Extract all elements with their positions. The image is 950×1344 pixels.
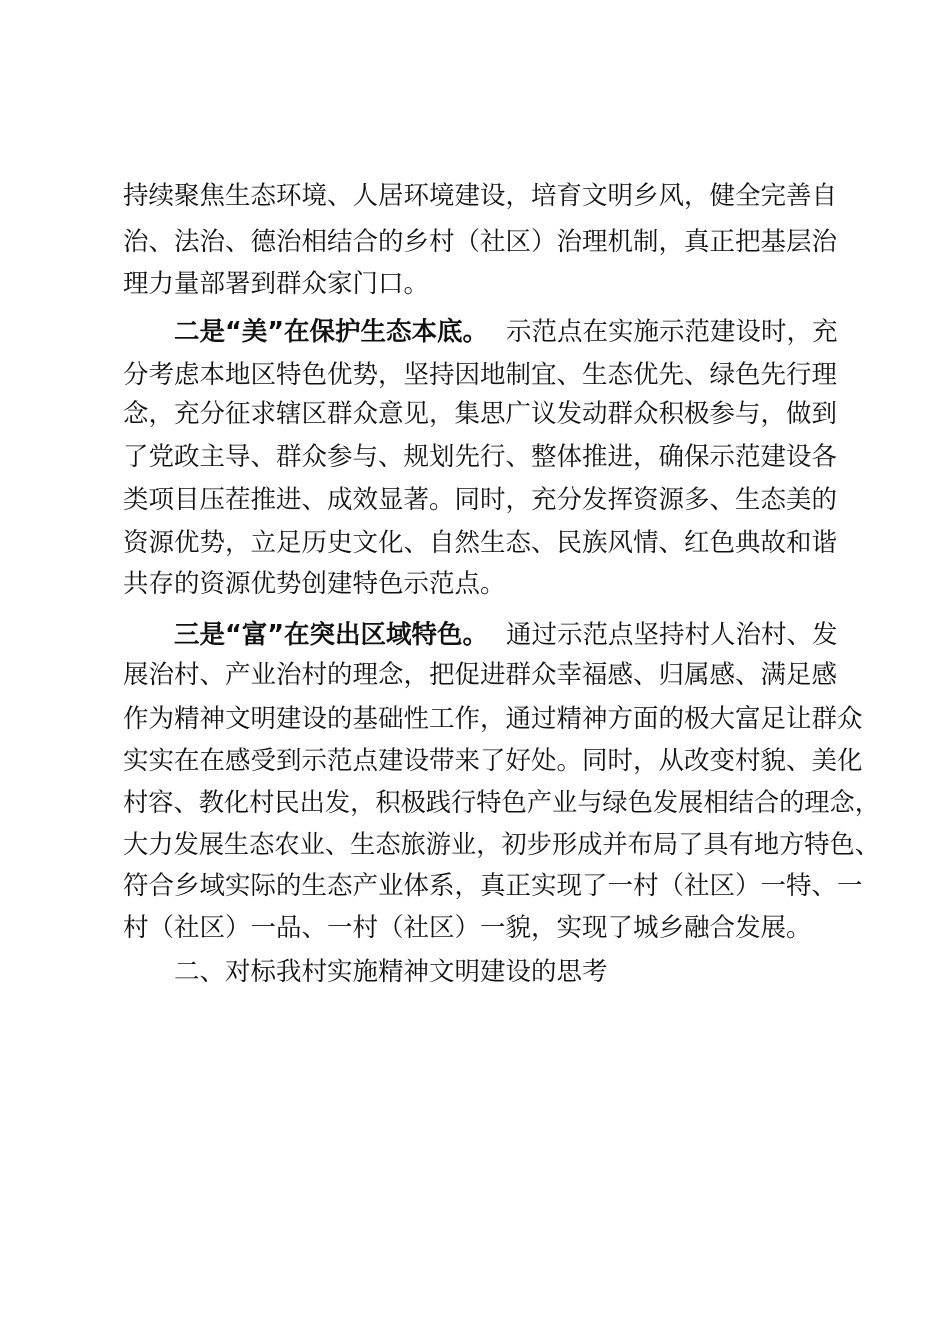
text: 资源优势，立足历史文化、自然生态、民族风情、红色典故和谐 [123,528,838,558]
paragraph-3-line-3 [0,699,950,739]
paragraph-2-line-1 [0,312,950,352]
text: 通过示范点坚持村人治村、发 [506,620,838,650]
paragraph-1-line-3 [0,264,950,304]
paragraph-3-heading: 三是“富”在突出区域特色。 [174,620,489,650]
text: 村容、教化村民出发，积极践行特色产业与绿色发展相结合的理念， [123,788,881,818]
text: 村（社区）一品、一村（社区）一貌，实现了城乡融合发展。 [123,913,812,943]
text: 大力发展生态农业、生态旅游业，初步形成并布局了具有地方特色、 [123,830,881,860]
text: 分考虑本地区特色优势，坚持因地制宜、生态优先、绿色先行理 [123,360,838,390]
text: 示范点在实施示范建设时，充 [506,317,838,347]
text: 二、对标我村实施精神文明建设的思考 [174,957,608,987]
paragraph-2-line-2 [0,355,950,395]
text: 念，充分征求辖区群众意见，集思广议发动群众积极参与，做到 [123,399,838,429]
paragraph-2-line-6 [0,523,950,563]
text: 展治村、产业治村的理念，把促进群众幸福感、归属感、满足感 [123,660,838,690]
text: 类项目压茬推进、成效显著。同时，充分发挥资源多、生态美的 [123,485,838,515]
paragraph-2-line-3 [0,394,950,434]
text: 符合乡域实际的生态产业体系，真正实现了一村（社区）一特、一 [123,871,863,901]
paragraph-3-line-6 [0,825,950,865]
paragraph-3-line-7 [0,866,950,906]
paragraph-1-line-1 [0,176,950,216]
paragraph-3-line-4 [0,741,950,781]
paragraph-3-line-8 [0,908,950,948]
text: 持续聚焦生态环境、人居环境建设，培育文明乡风，健全完善自 [123,181,838,211]
paragraph-2-line-5 [0,480,950,520]
paragraph-2-heading: 二是“美”在保护生态本底。 [174,317,489,347]
text: 共存的资源优势创建特色示范点。 [123,569,506,599]
paragraph-1-line-2 [0,222,950,262]
paragraph-3-line-1 [0,615,950,655]
text: 理力量部署到群众家门口。 [123,269,430,299]
paragraph-3-line-5 [0,783,950,823]
section-heading [0,952,950,992]
paragraph-3-line-2 [0,655,950,695]
paragraph-2-line-4 [0,437,950,477]
text: 实实在在感受到示范点建设带来了好处。同时，从改变村貌、美化 [123,746,863,776]
text: 治、法治、德治相结合的乡村（社区）治理机制，真正把基层治 [123,227,838,257]
text: 了党政主导、群众参与、规划先行、整体推进，确保示范建设各 [123,442,838,472]
paragraph-2-line-7 [0,564,950,604]
text: 作为精神文明建设的基础性工作，通过精神方面的极大富足让群众 [123,704,863,734]
